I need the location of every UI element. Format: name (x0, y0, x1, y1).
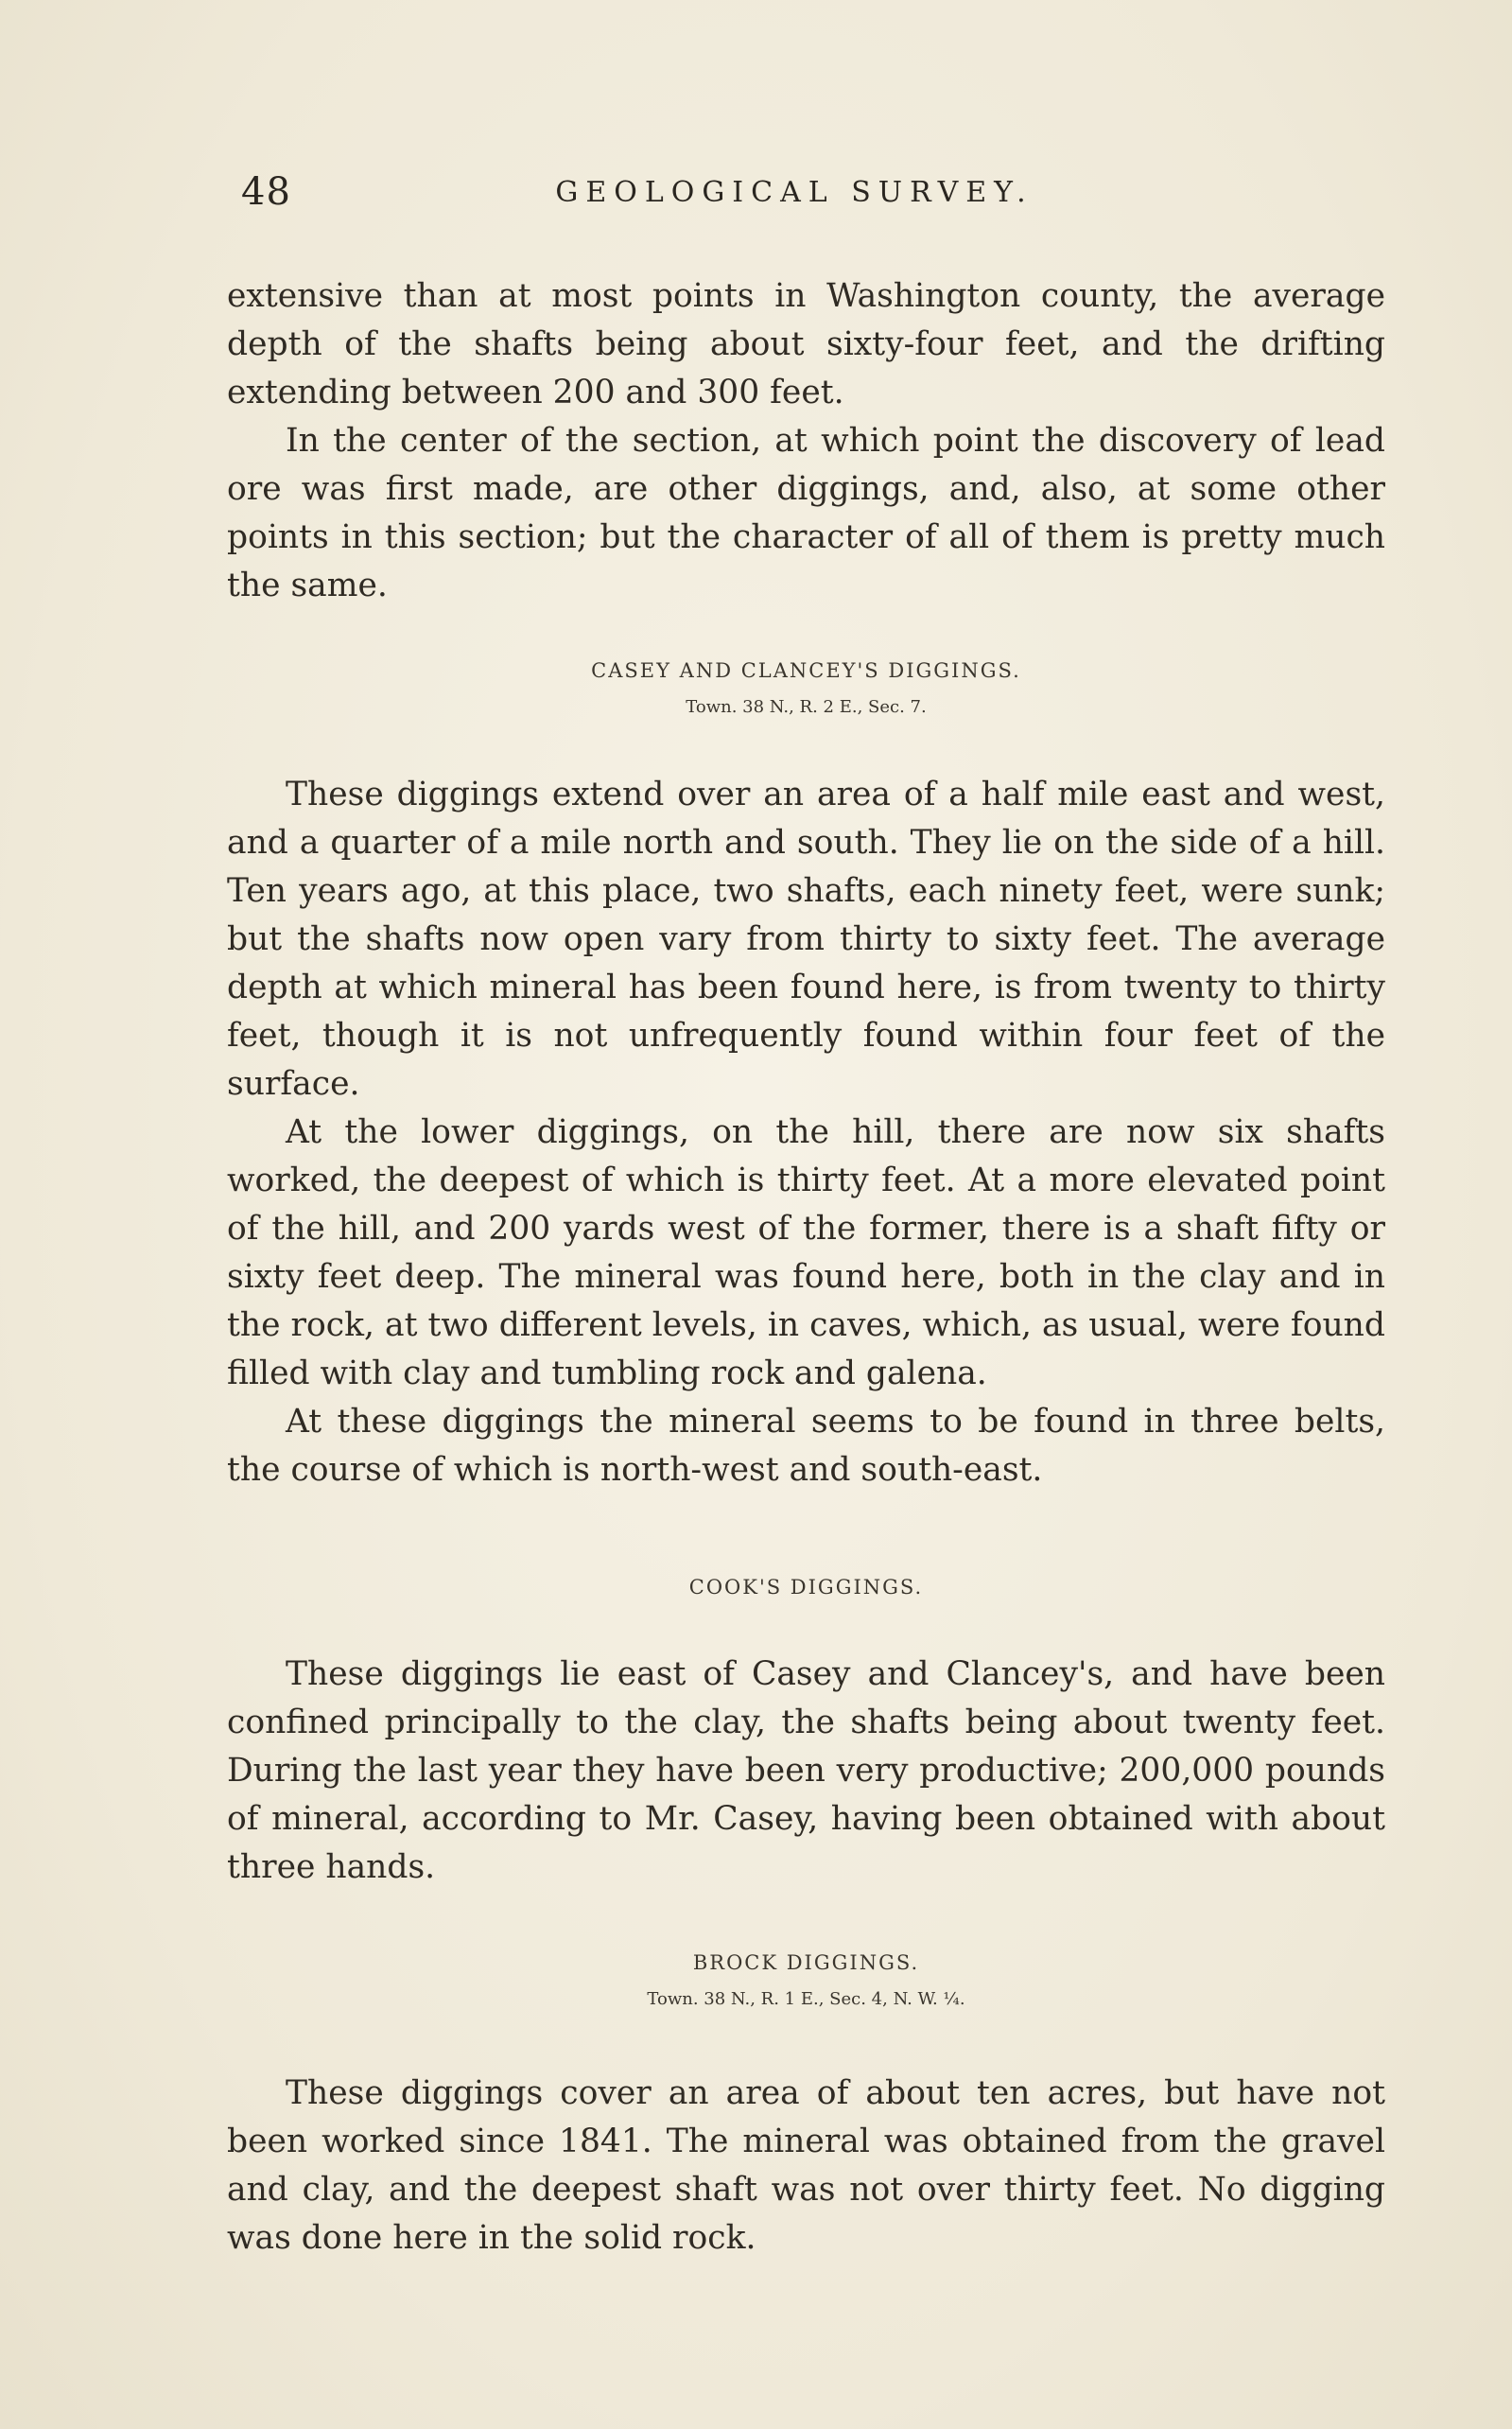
running-head: GEOLOGICAL SURVEY. (555, 176, 1034, 209)
intro-paragraph-2: In the center of the section, at which point the discovery of lead ore was first made, are other diggings, and, also, at some other points in this section; but the character of all of them is pretty much the same. (227, 422, 1385, 604)
brock-section (227, 2070, 1385, 2263)
casey-paragraph-1: These diggings extend over an area of a half mile east and west, and a quarter of a mile north and south. They lie on the side of a hill. Ten years ago, at this place, two shafts, each ninety feet, were sunk; but the shafts now open vary from thirty to sixty feet. The average depth at which mineral has been found here, is from twenty to thirty feet, though it is not unfrequently found within four feet of the surface. (227, 776, 1385, 1103)
casey-paragraph-3: At these diggings the mineral seems to be found in three belts, the course of which is north-west and south-east. (227, 1403, 1385, 1489)
intro-section (227, 272, 1385, 610)
casey-location: Town. 38 N., R. 2 E., Sec. 7. (686, 697, 927, 717)
cook-paragraph-1: These diggings lie east of Casey and Clancey's, and have been confined principally to the clay, the shafts being about twenty feet. During the last year they have been very productive; 200,000 pounds of mineral, according to Mr. Casey, having been obtained with about three hands. (227, 1655, 1385, 1886)
casey-section (227, 771, 1385, 1494)
page-header (241, 170, 1347, 227)
brock-paragraph-1: These diggings cover an area of about ten acres, but have not been worked since 1841. The mineral was obtained from the gravel and clay, and the deepest shaft was not over thirty feet. No digging was done here in the solid rock. (227, 2074, 1385, 2257)
intro-paragraph-1: extensive than at most points in Washington county, the average depth of the shafts being about sixty-four feet, and the drifting extending between 200 and 300 feet. (227, 277, 1385, 411)
page-number: 48 (241, 170, 291, 214)
brock-location: Town. 38 N., R. 1 E., Sec. 4, N. W. ¼. (647, 1989, 965, 2009)
brock-heading: BROCK DIGGINGS. (692, 1951, 920, 1974)
casey-paragraph-2: At the lower diggings, on the hill, there are now six shafts worked, the deepest of which is thirty feet. At a more elevated point of the hill, and 200 yards west of the former, there is a shaft fifty or sixty feet deep. The mineral was found here, both in the clay and in the rock, at two different levels, in caves, which, as usual, were found filled with clay and tumbling rock and galena. (227, 1113, 1385, 1392)
cook-section (227, 1651, 1385, 1892)
casey-heading: CASEY AND CLANCEY'S DIGGINGS. (591, 659, 1021, 682)
cook-heading: COOK'S DIGGINGS. (688, 1576, 924, 1599)
